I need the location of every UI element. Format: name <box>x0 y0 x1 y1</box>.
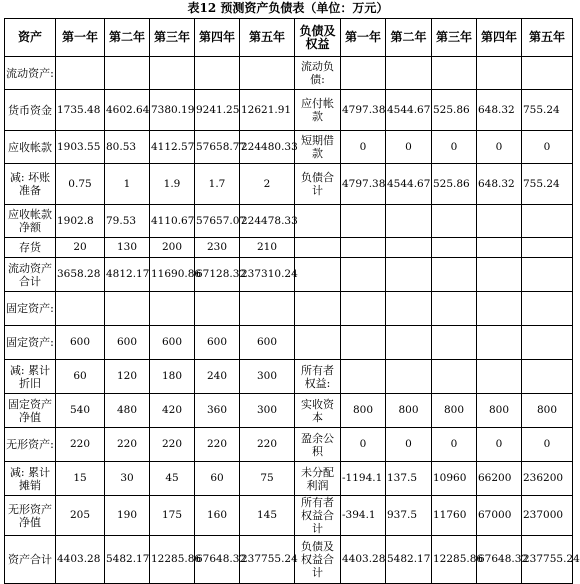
value-cell: 236200 <box>522 462 573 496</box>
value-cell: 300 <box>240 394 295 428</box>
liability-label-cell: 负债合计 <box>295 164 341 205</box>
value-cell: 4110.67 <box>150 205 195 238</box>
value-cell: 0.75 <box>56 164 105 205</box>
value-cell: 11690.86 <box>150 258 195 292</box>
asset-label-cell: 减: 累计摊销 <box>5 462 56 496</box>
value-cell <box>432 326 477 360</box>
value-cell: 800 <box>386 394 432 428</box>
value-cell: 0 <box>477 428 522 462</box>
table-row <box>5 428 573 462</box>
liability-label-cell: 实收资本 <box>295 394 341 428</box>
liability-label-cell: 应付帐款 <box>295 90 341 131</box>
value-cell <box>522 205 573 238</box>
value-cell <box>477 57 522 90</box>
value-cell <box>477 360 522 394</box>
value-cell <box>522 258 573 292</box>
value-cell: 237755.24 <box>240 536 295 584</box>
value-cell: 160 <box>195 496 240 536</box>
value-cell <box>195 292 240 326</box>
value-cell <box>432 238 477 258</box>
value-cell: 4403.28 <box>56 536 105 584</box>
column-header: 第五年 <box>240 19 295 57</box>
value-cell: 220 <box>56 428 105 462</box>
column-header: 第二年 <box>386 19 432 57</box>
value-cell: 4812.17 <box>105 258 150 292</box>
balance-sheet-table <box>4 18 580 584</box>
table-row <box>5 258 573 292</box>
value-cell: 20 <box>56 238 105 258</box>
column-header: 第四年 <box>195 19 240 57</box>
value-cell: 600 <box>150 326 195 360</box>
value-cell: 755.24 <box>522 90 573 131</box>
table-row <box>5 205 573 238</box>
asset-label-cell: 流动资产合计 <box>5 258 56 292</box>
liability-label-cell <box>295 326 341 360</box>
value-cell: 237310.24 <box>240 258 295 292</box>
value-cell <box>341 360 386 394</box>
value-cell <box>477 292 522 326</box>
value-cell <box>477 238 522 258</box>
value-cell: 60 <box>56 360 105 394</box>
value-cell: 30 <box>105 462 150 496</box>
value-cell: 45 <box>150 462 195 496</box>
column-header: 第四年 <box>477 19 522 57</box>
value-cell: 4797.38 <box>341 90 386 131</box>
value-cell <box>477 205 522 238</box>
liability-label-cell: 未分配利润 <box>295 462 341 496</box>
value-cell: 67648.32 <box>477 536 522 584</box>
liability-label-cell: 负债及权益合计 <box>295 536 341 584</box>
value-cell <box>105 57 150 90</box>
value-cell <box>386 326 432 360</box>
table-row <box>5 360 573 394</box>
table-row <box>5 536 573 584</box>
column-header: 资产 <box>5 19 56 57</box>
liability-label-cell: 盈余公积 <box>295 428 341 462</box>
value-cell <box>386 57 432 90</box>
column-header: 第一年 <box>56 19 105 57</box>
value-cell: 10960 <box>432 462 477 496</box>
value-cell: 57657.07 <box>195 205 240 238</box>
value-cell: 540 <box>56 394 105 428</box>
value-cell: 4403.28 <box>341 536 386 584</box>
value-cell: 67648.32 <box>195 536 240 584</box>
value-cell: 525.86 <box>432 164 477 205</box>
value-cell <box>341 205 386 238</box>
liability-label-cell <box>295 238 341 258</box>
asset-label-cell: 固定资产: <box>5 326 56 360</box>
value-cell: 0 <box>522 131 573 164</box>
value-cell: 648.32 <box>477 90 522 131</box>
value-cell: 600 <box>195 326 240 360</box>
value-cell <box>522 292 573 326</box>
value-cell <box>386 238 432 258</box>
value-cell: 0 <box>477 131 522 164</box>
column-header: 第五年 <box>522 19 573 57</box>
value-cell: 230 <box>195 238 240 258</box>
asset-label-cell: 存货 <box>5 238 56 258</box>
asset-label-cell: 应收帐款 <box>5 131 56 164</box>
value-cell <box>240 57 295 90</box>
table-row <box>5 496 573 536</box>
value-cell: 0 <box>522 428 573 462</box>
value-cell: 420 <box>150 394 195 428</box>
value-cell: 60 <box>195 462 240 496</box>
value-cell <box>522 326 573 360</box>
value-cell <box>386 205 432 238</box>
value-cell: 224480.33 <box>240 131 295 164</box>
value-cell: 600 <box>56 326 105 360</box>
table-row <box>5 394 573 428</box>
asset-label-cell: 固定资产: <box>5 292 56 326</box>
value-cell: 480 <box>105 394 150 428</box>
value-cell: 1.9 <box>150 164 195 205</box>
value-cell <box>386 360 432 394</box>
value-cell <box>432 205 477 238</box>
table-row <box>5 292 573 326</box>
liability-label-cell: 所有者权益合计 <box>295 496 341 536</box>
value-cell: 200 <box>150 238 195 258</box>
value-cell: 800 <box>522 394 573 428</box>
asset-label-cell: 无形资产: <box>5 428 56 462</box>
value-cell: 525.86 <box>432 90 477 131</box>
value-cell: 300 <box>240 360 295 394</box>
column-header: 第三年 <box>150 19 195 57</box>
value-cell <box>56 57 105 90</box>
table-row <box>5 164 573 205</box>
value-cell: 12285.86 <box>432 536 477 584</box>
value-cell <box>477 258 522 292</box>
value-cell: 600 <box>240 326 295 360</box>
value-cell: 240 <box>195 360 240 394</box>
value-cell <box>56 292 105 326</box>
asset-label-cell: 应收帐款净额 <box>5 205 56 238</box>
value-cell <box>341 326 386 360</box>
value-cell <box>432 258 477 292</box>
asset-label-cell: 减: 坏账准备 <box>5 164 56 205</box>
value-cell: 220 <box>150 428 195 462</box>
asset-label-cell: 无形资产净值 <box>5 496 56 536</box>
value-cell: 4112.57 <box>150 131 195 164</box>
column-header: 第一年 <box>341 19 386 57</box>
value-cell: 9241.25 <box>195 90 240 131</box>
value-cell: 190 <box>105 496 150 536</box>
value-cell: 205 <box>56 496 105 536</box>
value-cell: 755.24 <box>522 164 573 205</box>
value-cell <box>195 57 240 90</box>
value-cell: 4797.38 <box>341 164 386 205</box>
table-caption: 表12 预测资产负债表（单位：万元） <box>187 1 389 15</box>
value-cell: 0 <box>341 428 386 462</box>
asset-label-cell: 资产合计 <box>5 536 56 584</box>
value-cell: 4602.64 <box>105 90 150 131</box>
value-cell: 80.53 <box>105 131 150 164</box>
value-cell: 67128.32 <box>195 258 240 292</box>
asset-label-cell: 流动资产: <box>5 57 56 90</box>
value-cell <box>150 292 195 326</box>
value-cell: 15 <box>56 462 105 496</box>
value-cell: 220 <box>105 428 150 462</box>
value-cell: 0 <box>432 131 477 164</box>
value-cell: 1735.48 <box>56 90 105 131</box>
value-cell: 11760 <box>432 496 477 536</box>
value-cell: 1902.8 <box>56 205 105 238</box>
table-row <box>5 462 573 496</box>
value-cell: 1.7 <box>195 164 240 205</box>
value-cell: 12621.91 <box>240 90 295 131</box>
value-cell <box>341 292 386 326</box>
value-cell: 224478.33 <box>240 205 295 238</box>
value-cell: 5482.17 <box>105 536 150 584</box>
value-cell: 5482.17 <box>386 536 432 584</box>
value-cell: 800 <box>477 394 522 428</box>
asset-label-cell: 货币资金 <box>5 90 56 131</box>
value-cell: 0 <box>386 131 432 164</box>
value-cell: 237000 <box>522 496 573 536</box>
value-cell: 145 <box>240 496 295 536</box>
table-row <box>5 90 573 131</box>
value-cell: 120 <box>105 360 150 394</box>
value-cell <box>150 57 195 90</box>
value-cell: 4544.67 <box>386 90 432 131</box>
liability-label-cell: 流动负债: <box>295 57 341 90</box>
value-cell <box>522 238 573 258</box>
value-cell: 7380.19 <box>150 90 195 131</box>
column-header: 负债及权益 <box>295 19 341 57</box>
value-cell <box>105 292 150 326</box>
value-cell: 360 <box>195 394 240 428</box>
value-cell: 0 <box>341 131 386 164</box>
table-row <box>5 57 573 90</box>
column-header: 第二年 <box>105 19 150 57</box>
value-cell <box>341 238 386 258</box>
table-header-row <box>5 19 573 57</box>
value-cell: 1 <box>105 164 150 205</box>
value-cell: 648.32 <box>477 164 522 205</box>
column-header: 第三年 <box>432 19 477 57</box>
value-cell <box>341 258 386 292</box>
value-cell <box>432 57 477 90</box>
value-cell: 800 <box>341 394 386 428</box>
asset-label-cell: 减: 累计折旧 <box>5 360 56 394</box>
value-cell: 0 <box>432 428 477 462</box>
value-cell <box>386 292 432 326</box>
value-cell: 66200 <box>477 462 522 496</box>
value-cell: 800 <box>432 394 477 428</box>
liability-label-cell <box>295 292 341 326</box>
value-cell: 130 <box>105 238 150 258</box>
asset-label-cell: 固定资产净值 <box>5 394 56 428</box>
value-cell: -1194.1 <box>341 462 386 496</box>
value-cell: 237755.24 <box>522 536 573 584</box>
value-cell: 220 <box>240 428 295 462</box>
value-cell: 3658.28 <box>56 258 105 292</box>
table-row <box>5 131 573 164</box>
table-row <box>5 326 573 360</box>
value-cell <box>522 360 573 394</box>
value-cell: 67000 <box>477 496 522 536</box>
value-cell: 57658.77 <box>195 131 240 164</box>
value-cell: 79.53 <box>105 205 150 238</box>
value-cell <box>522 57 573 90</box>
value-cell <box>341 57 386 90</box>
liability-label-cell <box>295 258 341 292</box>
liability-label-cell: 短期借款 <box>295 131 341 164</box>
value-cell: 175 <box>150 496 195 536</box>
value-cell <box>477 326 522 360</box>
liability-label-cell <box>295 205 341 238</box>
value-cell: 12285.86 <box>150 536 195 584</box>
value-cell: 75 <box>240 462 295 496</box>
value-cell: 210 <box>240 238 295 258</box>
liability-label-cell: 所有者权益: <box>295 360 341 394</box>
value-cell: 180 <box>150 360 195 394</box>
table-row <box>5 238 573 258</box>
value-cell: 1903.55 <box>56 131 105 164</box>
value-cell <box>386 258 432 292</box>
value-cell: 0 <box>386 428 432 462</box>
value-cell: 2 <box>240 164 295 205</box>
value-cell: 220 <box>195 428 240 462</box>
value-cell <box>432 292 477 326</box>
value-cell <box>240 292 295 326</box>
value-cell: 4544.67 <box>386 164 432 205</box>
value-cell <box>432 360 477 394</box>
value-cell: 600 <box>105 326 150 360</box>
value-cell: 937.5 <box>386 496 432 536</box>
value-cell: -394.1 <box>341 496 386 536</box>
value-cell: 137.5 <box>386 462 432 496</box>
